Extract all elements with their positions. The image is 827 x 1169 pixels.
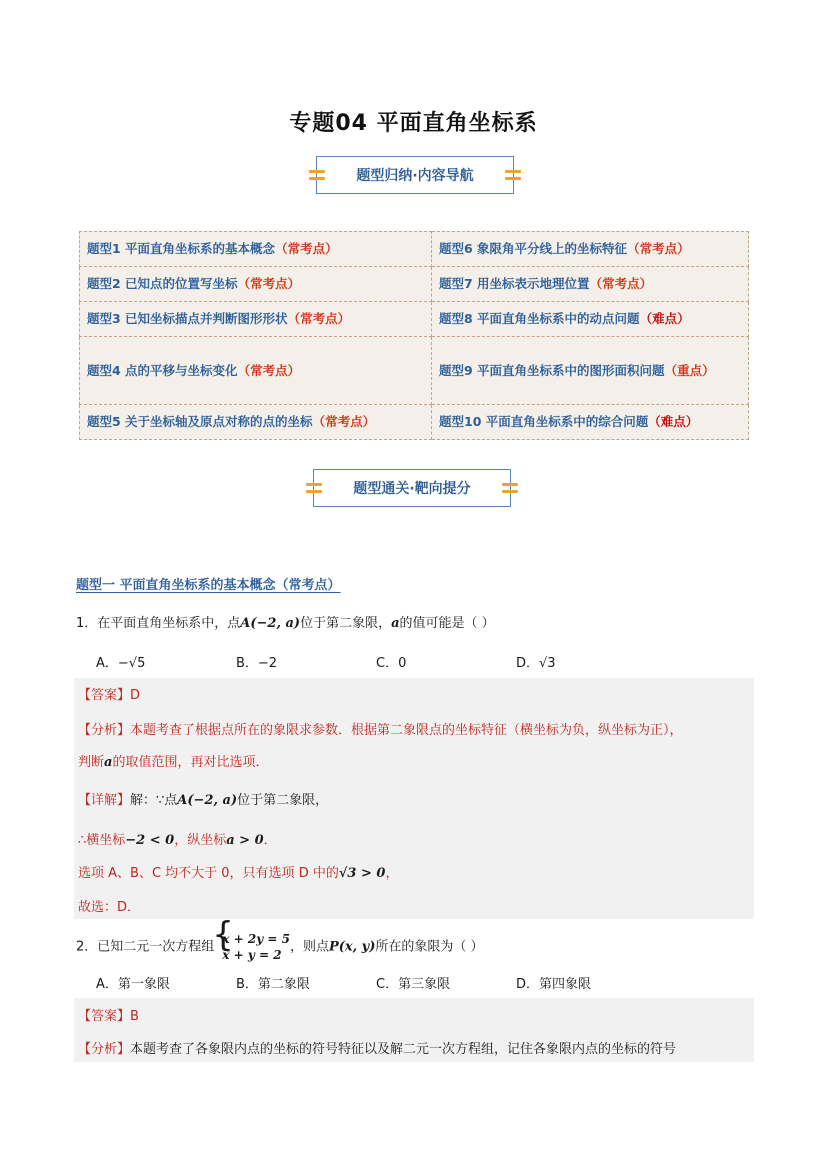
answer-line: 【答案】D (78, 688, 141, 703)
nav-cell[interactable]: 题型3 已知坐标描点并判断图形形状（常考点） (80, 302, 432, 337)
nav-cell[interactable]: 题型10 平面直角坐标系中的综合问题（难点） (432, 405, 749, 440)
nav-row (80, 302, 749, 337)
answer-line: 【答案】B (78, 1009, 139, 1024)
nav-cell[interactable]: 题型8 平面直角坐标系中的动点问题（难点） (432, 302, 749, 337)
section-heading[interactable]: 题型一 平面直角坐标系的基本概念（常考点） (76, 578, 341, 593)
practice-banner (313, 469, 511, 507)
nav-row (80, 232, 749, 267)
banner-left-decoration (309, 168, 325, 182)
question-1-options (96, 652, 656, 671)
equation-system: { x + 2y = 5 x + y = 2 (214, 931, 290, 963)
analysis-line: 【分析】本题考查了根据点所在的象限求参数．根据第二象限点的坐标特征（横坐标为负，纵坐标为正）， (78, 723, 683, 738)
analysis-line-2: 判断a的取值范围，再对比选项． (78, 755, 269, 770)
nav-row (80, 405, 749, 440)
option-b[interactable]: B．第二象限 (236, 977, 310, 992)
detail-line-2: ∴横坐标−2 < 0，纵坐标a > 0． (78, 833, 277, 848)
option-d[interactable]: D．第四象限 (516, 977, 592, 992)
question-2-stem: 2．已知二元一次方程组 { x + 2y = 5 x + y = 2 ，则点P(x, y)所在的象限为（ ） (76, 931, 484, 963)
detail-line-4: 故选：D． (78, 900, 141, 915)
nav-cell[interactable]: 题型1 平面直角坐标系的基本概念（常考点） (80, 232, 432, 267)
option-a[interactable]: A．第一象限 (96, 977, 170, 992)
option-d[interactable]: D．√3 (516, 656, 556, 671)
nav-cell[interactable]: 题型5 关于坐标轴及原点对称的点的坐标（常考点） (80, 405, 432, 440)
question-1-stem: 1．在平面直角坐标系中，点A(−2, a)位于第二象限，a的值可能是（ ） (76, 616, 495, 631)
nav-cell[interactable]: 题型7 用坐标表示地理位置（常考点） (432, 267, 749, 302)
banner-left-decoration (306, 481, 322, 495)
analysis-line: 【分析】本题考查了各象限内点的坐标的符号特征以及解二元一次方程组，记住各象限内点的坐标的符号 (78, 1042, 677, 1057)
option-c[interactable]: C．0 (376, 656, 407, 671)
banner-right-decoration (505, 168, 521, 182)
option-c[interactable]: C．第三象限 (376, 977, 451, 992)
banner-right-decoration (502, 481, 518, 495)
page-title: 专题04 平面直角坐标系 (289, 111, 538, 136)
option-b[interactable]: B．−2 (236, 656, 278, 671)
option-a[interactable]: A．−√5 (96, 656, 146, 671)
detail-line: 【详解】解：∵点A(−2, a)位于第二象限， (78, 793, 329, 808)
nav-cell[interactable]: 题型2 已知点的位置写坐标（常考点） (80, 267, 432, 302)
practice-banner-label: 题型通关·靶向提分 (353, 481, 471, 497)
nav-cell[interactable]: 题型6 象限角平分线上的坐标特征（常考点） (432, 232, 749, 267)
detail-line-3: 选项 A、B、C 均不大于 0，只有选项 D 中的√3 > 0， (78, 866, 399, 881)
nav-cell[interactable]: 题型4 点的平移与坐标变化（常考点） (80, 337, 432, 405)
question-2-options (96, 973, 656, 992)
nav-cell[interactable]: 题型9 平面直角坐标系中的图形面积问题（重点） (432, 337, 749, 405)
nav-row (80, 337, 749, 405)
nav-row (80, 267, 749, 302)
topic-navigation-table (79, 231, 749, 440)
nav-banner-label: 题型归纳·内容导航 (356, 168, 474, 184)
nav-banner (316, 156, 514, 194)
